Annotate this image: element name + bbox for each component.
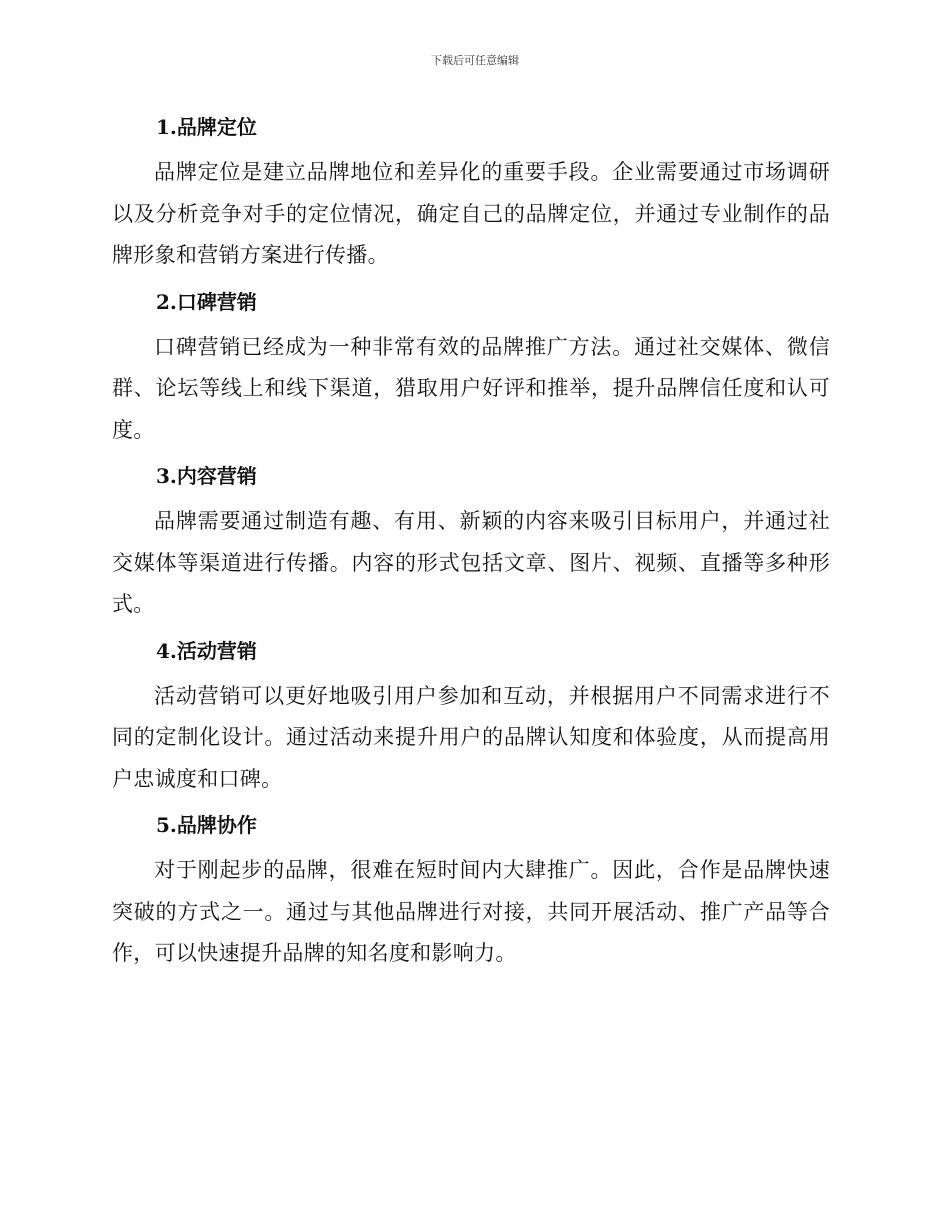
section-heading: 4.活动营销 xyxy=(156,638,257,663)
section-paragraph: 品牌定位是建立品牌地位和差异化的重要手段。企业需要通过市场调研以及分析竞争对手的定位情况，确定自己的品牌定位，并通过专业制作的品牌形象和营销方案进行传播。 xyxy=(112,160,830,267)
section-content-marketing xyxy=(112,459,830,626)
section-brand-collaboration xyxy=(112,808,830,975)
section-heading: 3.内容营销 xyxy=(156,464,257,488)
section-heading: 1.品牌定位 xyxy=(156,115,257,139)
page-header: 下载后可任意编辑 xyxy=(431,54,519,67)
section-paragraph: 口碑营销已经成为一种非常有效的品牌推广方法。通过社交媒体、微信群、论坛等线上和线下渠道，猎取用户好评和推举，提升品牌信任度和认可度。 xyxy=(112,334,830,442)
section-paragraph: 对于刚起步的品牌，很难在短时间内大肆推广。因此，合作是品牌快速突破的方式之一。通过与其他品牌进行对接，共同开展活动、推广产品等合作，可以快速提升品牌的知名度和影响力。 xyxy=(112,858,830,965)
section-heading: 2.口碑营销 xyxy=(156,289,257,314)
section-event-marketing xyxy=(112,634,830,801)
section-paragraph: 活动营销可以更好地吸引用户参加和互动，并根据用户不同需求进行不同的定制化设计。通过活动来提升用户的品牌认知度和体验度，从而提高用户忠诚度和口碑。 xyxy=(112,683,830,791)
section-heading: 5.品牌协作 xyxy=(156,813,257,837)
section-word-of-mouth-marketing xyxy=(112,285,830,452)
section-brand-positioning xyxy=(112,110,830,277)
section-paragraph: 品牌需要通过制造有趣、有用、新颖的内容来吸引目标用户，并通过社交媒体等渠道进行传播。内容的形式包括文章、图片、视频、直播等多种形式。 xyxy=(112,509,830,616)
document-content xyxy=(112,110,830,983)
